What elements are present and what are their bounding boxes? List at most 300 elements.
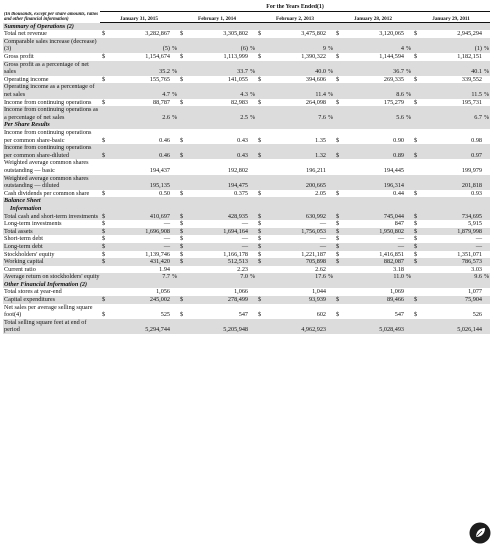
table-row — [3, 319, 490, 334]
cell-suffix: % — [327, 61, 334, 76]
cell-value: — — [163, 235, 170, 243]
cell-value: 40.1 — [422, 61, 483, 76]
cell-value: 786,573 — [422, 258, 483, 266]
cell-value: 847 — [394, 220, 404, 228]
cell-suffix — [171, 243, 178, 251]
cell-suffix — [483, 144, 490, 159]
cell-suffix — [327, 288, 334, 296]
row-label: Stockholders' equity — [4, 250, 55, 258]
row-label: Net sales per average selling square foot(4) — [4, 303, 93, 319]
currency-symbol: $ — [336, 53, 340, 61]
cell-suffix — [405, 243, 412, 251]
cell-value: 1,113,999 — [223, 53, 248, 61]
cell-suffix: % — [484, 273, 490, 281]
cell-suffix — [249, 190, 256, 198]
cell-value: 5,205,948 — [188, 319, 249, 334]
cell-suffix — [483, 159, 490, 174]
cell-value: 0.46 — [159, 136, 170, 144]
currency-symbol: $ — [100, 258, 110, 266]
currency-symbol: $ — [258, 250, 262, 258]
cell-suffix — [327, 129, 334, 144]
cell-suffix — [171, 30, 178, 38]
cell-value: 6.7 — [422, 106, 483, 121]
cell-value: 1,694,164 — [188, 228, 249, 236]
table-row — [3, 76, 490, 84]
currency-symbol — [100, 319, 110, 334]
cell-suffix — [171, 213, 178, 221]
cell-value: 4.7 — [110, 83, 171, 98]
currency-symbol: $ — [334, 258, 344, 266]
currency-symbol: $ — [414, 220, 418, 228]
currency-symbol: $ — [336, 30, 340, 38]
currency-symbol: $ — [412, 144, 422, 159]
table-row — [3, 251, 490, 259]
currency-symbol — [178, 83, 188, 98]
currency-symbol: $ — [412, 243, 422, 251]
cell-suffix — [483, 228, 490, 236]
currency-symbol: $ — [258, 30, 262, 38]
cell-suffix — [327, 243, 334, 251]
cell-value: 0.375 — [234, 189, 248, 197]
column-header: February 2, 2013 — [256, 12, 334, 23]
row-label: Income from continuing operations per common share-diluted — [3, 144, 100, 159]
cell-suffix: % — [405, 38, 412, 53]
row-label: Other Financial Information (2) — [3, 281, 100, 289]
table-row — [3, 61, 490, 76]
cell-suffix — [171, 296, 178, 304]
cell-suffix — [249, 228, 256, 236]
currency-symbol: $ — [258, 189, 262, 197]
cell-value: 196,314 — [344, 175, 405, 190]
cell-suffix — [327, 258, 334, 266]
cell-suffix — [327, 296, 334, 304]
currency-symbol: $ — [256, 258, 266, 266]
currency-symbol: $ — [336, 250, 340, 258]
period-header-row — [3, 4, 490, 12]
cell-value: 2.62 — [315, 265, 326, 273]
currency-symbol: $ — [100, 243, 110, 251]
currency-symbol — [178, 288, 188, 296]
cell-suffix — [483, 76, 490, 84]
row-label: Total net revenue — [4, 30, 47, 38]
cell-suffix — [327, 213, 334, 221]
cell-value: 194,437 — [149, 166, 170, 174]
financial-summary — [3, 4, 490, 334]
cell-value: 201,818 — [422, 175, 483, 190]
cell-value: 9 — [266, 38, 327, 53]
currency-symbol — [178, 159, 188, 174]
cell-suffix — [483, 213, 490, 221]
currency-symbol: $ — [414, 250, 418, 258]
row-label: Income from continuing operations as a percentage of net sales — [4, 106, 99, 121]
table-row — [3, 296, 490, 304]
cell-value: 82,983 — [230, 98, 248, 106]
cell-value: 88,787 — [152, 98, 170, 106]
cell-value: 196,211 — [306, 166, 326, 174]
cell-value: — — [319, 220, 326, 228]
cell-value: 630,992 — [266, 213, 327, 221]
cell-value: 512,513 — [188, 258, 249, 266]
cell-value: 1,756,053 — [266, 228, 327, 236]
cell-value: 195,731 — [461, 98, 482, 106]
cell-suffix: % — [171, 83, 178, 98]
cell-value: — — [266, 243, 327, 251]
column-header: January 28, 2012 — [334, 12, 412, 23]
cell-value: 1,069 — [390, 288, 404, 296]
currency-symbol — [100, 159, 110, 174]
cell-suffix — [249, 266, 256, 274]
currency-symbol — [412, 319, 422, 334]
row-label: Gross profit as a percentage of net sales — [3, 61, 100, 76]
cell-value: 175,279 — [383, 98, 404, 106]
currency-symbol: $ — [256, 228, 266, 236]
cell-suffix — [405, 99, 412, 107]
currency-symbol — [178, 273, 188, 281]
cell-value: 264,098 — [305, 98, 326, 106]
row-label: Per Share Results — [3, 121, 100, 129]
cell-suffix — [483, 288, 490, 296]
table-row — [3, 288, 490, 296]
currency-symbol — [100, 83, 110, 98]
row-label: Summary of Operations (2) — [3, 23, 100, 31]
cell-value: 2.6 — [110, 106, 171, 121]
cell-suffix — [171, 129, 178, 144]
cell-suffix — [483, 266, 490, 274]
cell-suffix — [483, 296, 490, 304]
cell-value: 3,120,065 — [379, 30, 404, 38]
cell-suffix — [249, 235, 256, 243]
cell-suffix — [483, 251, 490, 259]
cell-value: 882,087 — [344, 258, 405, 266]
currency-symbol: $ — [258, 53, 262, 61]
cell-suffix — [327, 53, 334, 61]
cell-value: 1,416,851 — [379, 250, 404, 258]
currency-symbol: $ — [100, 228, 110, 236]
cell-suffix — [405, 251, 412, 259]
currency-symbol: $ — [258, 136, 262, 144]
currency-symbol: $ — [336, 98, 340, 106]
cell-suffix — [483, 243, 490, 251]
currency-symbol: $ — [414, 189, 418, 197]
cell-value: 394,606 — [305, 75, 326, 83]
currency-symbol: $ — [336, 189, 340, 197]
currency-symbol: $ — [180, 220, 184, 228]
currency-symbol — [178, 38, 188, 53]
cell-value: — — [241, 235, 248, 243]
cell-suffix — [405, 159, 412, 174]
section-header-row — [3, 281, 490, 289]
cell-value: 245,002 — [110, 296, 171, 304]
cell-suffix — [405, 296, 412, 304]
cell-value: 1.94 — [159, 265, 170, 273]
currency-symbol: $ — [336, 75, 340, 83]
cell-value: 5.6 — [344, 106, 405, 121]
currency-symbol: $ — [258, 311, 262, 319]
cell-value: 7.0 — [188, 273, 249, 281]
cell-value: — — [397, 235, 404, 243]
cell-suffix — [405, 228, 412, 236]
cell-value: 547 — [394, 311, 404, 319]
cell-value: 141,055 — [227, 75, 248, 83]
cell-value: 1,950,802 — [344, 228, 405, 236]
cell-value: 155,765 — [149, 75, 170, 83]
currency-symbol: $ — [180, 311, 184, 319]
cell-value: 3,282,867 — [145, 30, 170, 38]
currency-symbol: $ — [256, 144, 266, 159]
cell-value: (1) — [422, 38, 483, 53]
cell-value: 4,962,923 — [266, 319, 327, 334]
cell-value: 1.32 — [266, 144, 327, 159]
currency-symbol — [100, 175, 110, 190]
currency-symbol: $ — [102, 75, 106, 83]
currency-symbol — [100, 266, 110, 274]
cell-value: 2,945,294 — [457, 30, 482, 38]
currency-symbol: $ — [414, 75, 418, 83]
cell-suffix — [249, 99, 256, 107]
row-label: Average return on stockholders' equity — [4, 273, 100, 281]
cell-suffix — [249, 304, 256, 319]
row-label: Cash dividends per common share — [4, 189, 90, 197]
cell-suffix: % — [250, 273, 256, 281]
cell-value: 17.6 — [266, 273, 327, 281]
cell-suffix — [327, 304, 334, 319]
cell-suffix — [327, 319, 334, 334]
currency-symbol: $ — [102, 53, 106, 61]
cell-suffix — [171, 258, 178, 266]
cell-value: 0.50 — [159, 189, 170, 197]
cell-suffix — [327, 266, 334, 274]
cell-suffix — [483, 175, 490, 190]
currency-symbol — [412, 61, 422, 76]
cell-value: 0.97 — [422, 144, 483, 159]
currency-symbol — [256, 159, 266, 174]
row-label: Weighted average common shares outstanding — basic — [4, 159, 89, 174]
currency-symbol — [178, 266, 188, 274]
column-header: February 1, 2014 — [178, 12, 256, 23]
page-corner-badge — [469, 522, 491, 544]
currency-symbol: $ — [336, 136, 340, 144]
cell-value: 526 — [472, 311, 482, 319]
row-label: Short-term debt — [4, 235, 44, 243]
cell-value: 11.4 — [266, 83, 327, 98]
cell-value: 192,802 — [227, 166, 248, 174]
row-label: Comparable sales increase (decrease)(3) — [3, 38, 100, 53]
table-row — [3, 175, 490, 190]
cell-suffix — [405, 175, 412, 190]
cell-suffix: % — [483, 106, 490, 121]
cell-value: — — [163, 220, 170, 228]
cell-value: 278,499 — [188, 296, 249, 304]
currency-symbol — [412, 106, 422, 121]
currency-symbol: $ — [102, 220, 106, 228]
currency-symbol: $ — [180, 98, 184, 106]
cell-value: — — [319, 235, 326, 243]
currency-symbol: $ — [178, 243, 188, 251]
column-header: January 29, 2011 — [412, 12, 490, 23]
currency-symbol: $ — [258, 75, 262, 83]
cell-value: 7.6 — [266, 106, 327, 121]
currency-symbol — [100, 106, 110, 121]
table-row — [3, 190, 490, 198]
cell-suffix — [249, 129, 256, 144]
cell-value: 1,066 — [234, 288, 248, 296]
cell-suffix: % — [483, 61, 490, 76]
cell-value: (6) — [188, 38, 249, 53]
currency-symbol: $ — [102, 189, 106, 197]
row-label: Total selling square feet at end of period — [3, 319, 100, 334]
cell-value: 339,552 — [461, 75, 482, 83]
row-label: Balance Sheet — [3, 197, 100, 205]
currency-symbol: $ — [414, 98, 418, 106]
currency-symbol: $ — [336, 311, 340, 319]
cell-suffix — [405, 190, 412, 198]
cell-value: 0.90 — [393, 136, 404, 144]
currency-symbol: $ — [102, 250, 106, 258]
currency-symbol — [412, 288, 422, 296]
currency-symbol: $ — [256, 243, 266, 251]
table-row — [3, 144, 490, 159]
currency-symbol — [334, 266, 344, 274]
currency-symbol: $ — [100, 296, 110, 304]
cell-suffix — [327, 159, 334, 174]
cell-suffix — [249, 76, 256, 84]
currency-symbol — [412, 38, 422, 53]
cell-suffix — [171, 144, 178, 159]
cell-value: — — [422, 243, 483, 251]
cell-value: 1,044 — [312, 288, 326, 296]
table-row — [3, 213, 490, 221]
cell-value: 525 — [160, 311, 170, 319]
cell-value: 0.89 — [344, 144, 405, 159]
row-label: Income from continuing operations per common share-basic — [4, 129, 92, 144]
cell-suffix: % — [406, 273, 412, 281]
cell-value: 428,935 — [188, 213, 249, 221]
cell-suffix: % — [249, 106, 256, 121]
cell-value: 36.7 — [344, 61, 405, 76]
cell-value: 745,044 — [344, 213, 405, 221]
table-row — [3, 304, 490, 319]
currency-symbol: $ — [178, 228, 188, 236]
cell-suffix — [171, 53, 178, 61]
row-label: Information — [3, 205, 100, 213]
cell-value: 8.6 — [344, 83, 405, 98]
cell-value: 1,879,998 — [422, 228, 483, 236]
currency-symbol: $ — [102, 235, 106, 243]
cell-suffix — [405, 144, 412, 159]
currency-symbol — [334, 83, 344, 98]
currency-symbol — [256, 83, 266, 98]
cell-value: 3,305,802 — [223, 30, 248, 38]
cell-suffix — [171, 288, 178, 296]
cell-value: 200,665 — [266, 175, 327, 190]
cell-suffix — [405, 266, 412, 274]
table-row — [3, 258, 490, 266]
cell-suffix — [249, 258, 256, 266]
cell-value: — — [241, 220, 248, 228]
cell-value: 2.23 — [237, 265, 248, 273]
cell-value: 5,028,493 — [344, 319, 405, 334]
cell-value: 1,077 — [468, 288, 482, 296]
table-row — [3, 228, 490, 236]
cell-suffix: % — [327, 38, 334, 53]
currency-symbol: $ — [258, 220, 262, 228]
cell-value: 7.7 — [110, 273, 171, 281]
currency-symbol — [256, 61, 266, 76]
cell-suffix — [249, 30, 256, 38]
table-row — [3, 235, 490, 243]
cell-value: 0.46 — [110, 144, 171, 159]
table-row — [3, 83, 490, 98]
currency-symbol — [256, 175, 266, 190]
cell-suffix — [405, 220, 412, 228]
currency-symbol — [412, 175, 422, 190]
currency-symbol: $ — [334, 213, 344, 221]
currency-symbol: $ — [414, 311, 418, 319]
cell-suffix: % — [249, 61, 256, 76]
currency-symbol: $ — [178, 144, 188, 159]
cell-suffix — [249, 53, 256, 61]
row-label: Gross profit — [4, 53, 34, 61]
table-row — [3, 106, 490, 121]
cell-suffix: % — [405, 61, 412, 76]
cell-suffix — [171, 220, 178, 228]
cell-value: 705,898 — [266, 258, 327, 266]
cell-value: 9.6 — [422, 273, 483, 281]
cell-suffix — [327, 76, 334, 84]
cell-suffix — [327, 235, 334, 243]
cell-value: 75,904 — [422, 296, 483, 304]
table-row — [3, 30, 490, 38]
cell-suffix — [483, 235, 490, 243]
cell-value: 5,026,144 — [422, 319, 483, 334]
currency-symbol: $ — [180, 235, 184, 243]
row-label: Total cash and short-term investments — [4, 212, 99, 220]
row-label: Total assets — [3, 228, 100, 236]
cell-suffix — [171, 228, 178, 236]
cell-suffix: % — [328, 273, 334, 281]
currency-symbol: $ — [100, 213, 110, 221]
cell-value: 40.0 — [266, 61, 327, 76]
table-stub-note: (In thousands, except per share amounts, ratios and other financial information) — [4, 11, 99, 23]
currency-symbol — [178, 106, 188, 121]
column-header: January 31, 2015 — [100, 12, 178, 23]
table-row — [3, 220, 490, 228]
cell-value: 1,696,908 — [110, 228, 171, 236]
cell-suffix — [405, 129, 412, 144]
cell-value: 1,390,322 — [301, 53, 326, 61]
currency-symbol: $ — [100, 144, 110, 159]
currency-symbol: $ — [102, 136, 106, 144]
cell-suffix — [249, 251, 256, 259]
cell-suffix — [249, 159, 256, 174]
row-label: Working capital — [3, 258, 100, 266]
cell-suffix — [405, 319, 412, 334]
row-label: Weighted average common shares outstanding — diluted — [3, 175, 100, 190]
cell-suffix — [249, 243, 256, 251]
cell-suffix — [171, 266, 178, 274]
currency-symbol: $ — [414, 30, 418, 38]
currency-symbol — [256, 106, 266, 121]
section-header-row — [3, 121, 490, 129]
cell-suffix — [171, 190, 178, 198]
currency-symbol — [178, 319, 188, 334]
table-row — [3, 53, 490, 61]
currency-symbol — [334, 61, 344, 76]
cell-suffix — [483, 99, 490, 107]
currency-symbol: $ — [334, 144, 344, 159]
currency-symbol: $ — [180, 75, 184, 83]
column-header-row — [3, 12, 490, 23]
